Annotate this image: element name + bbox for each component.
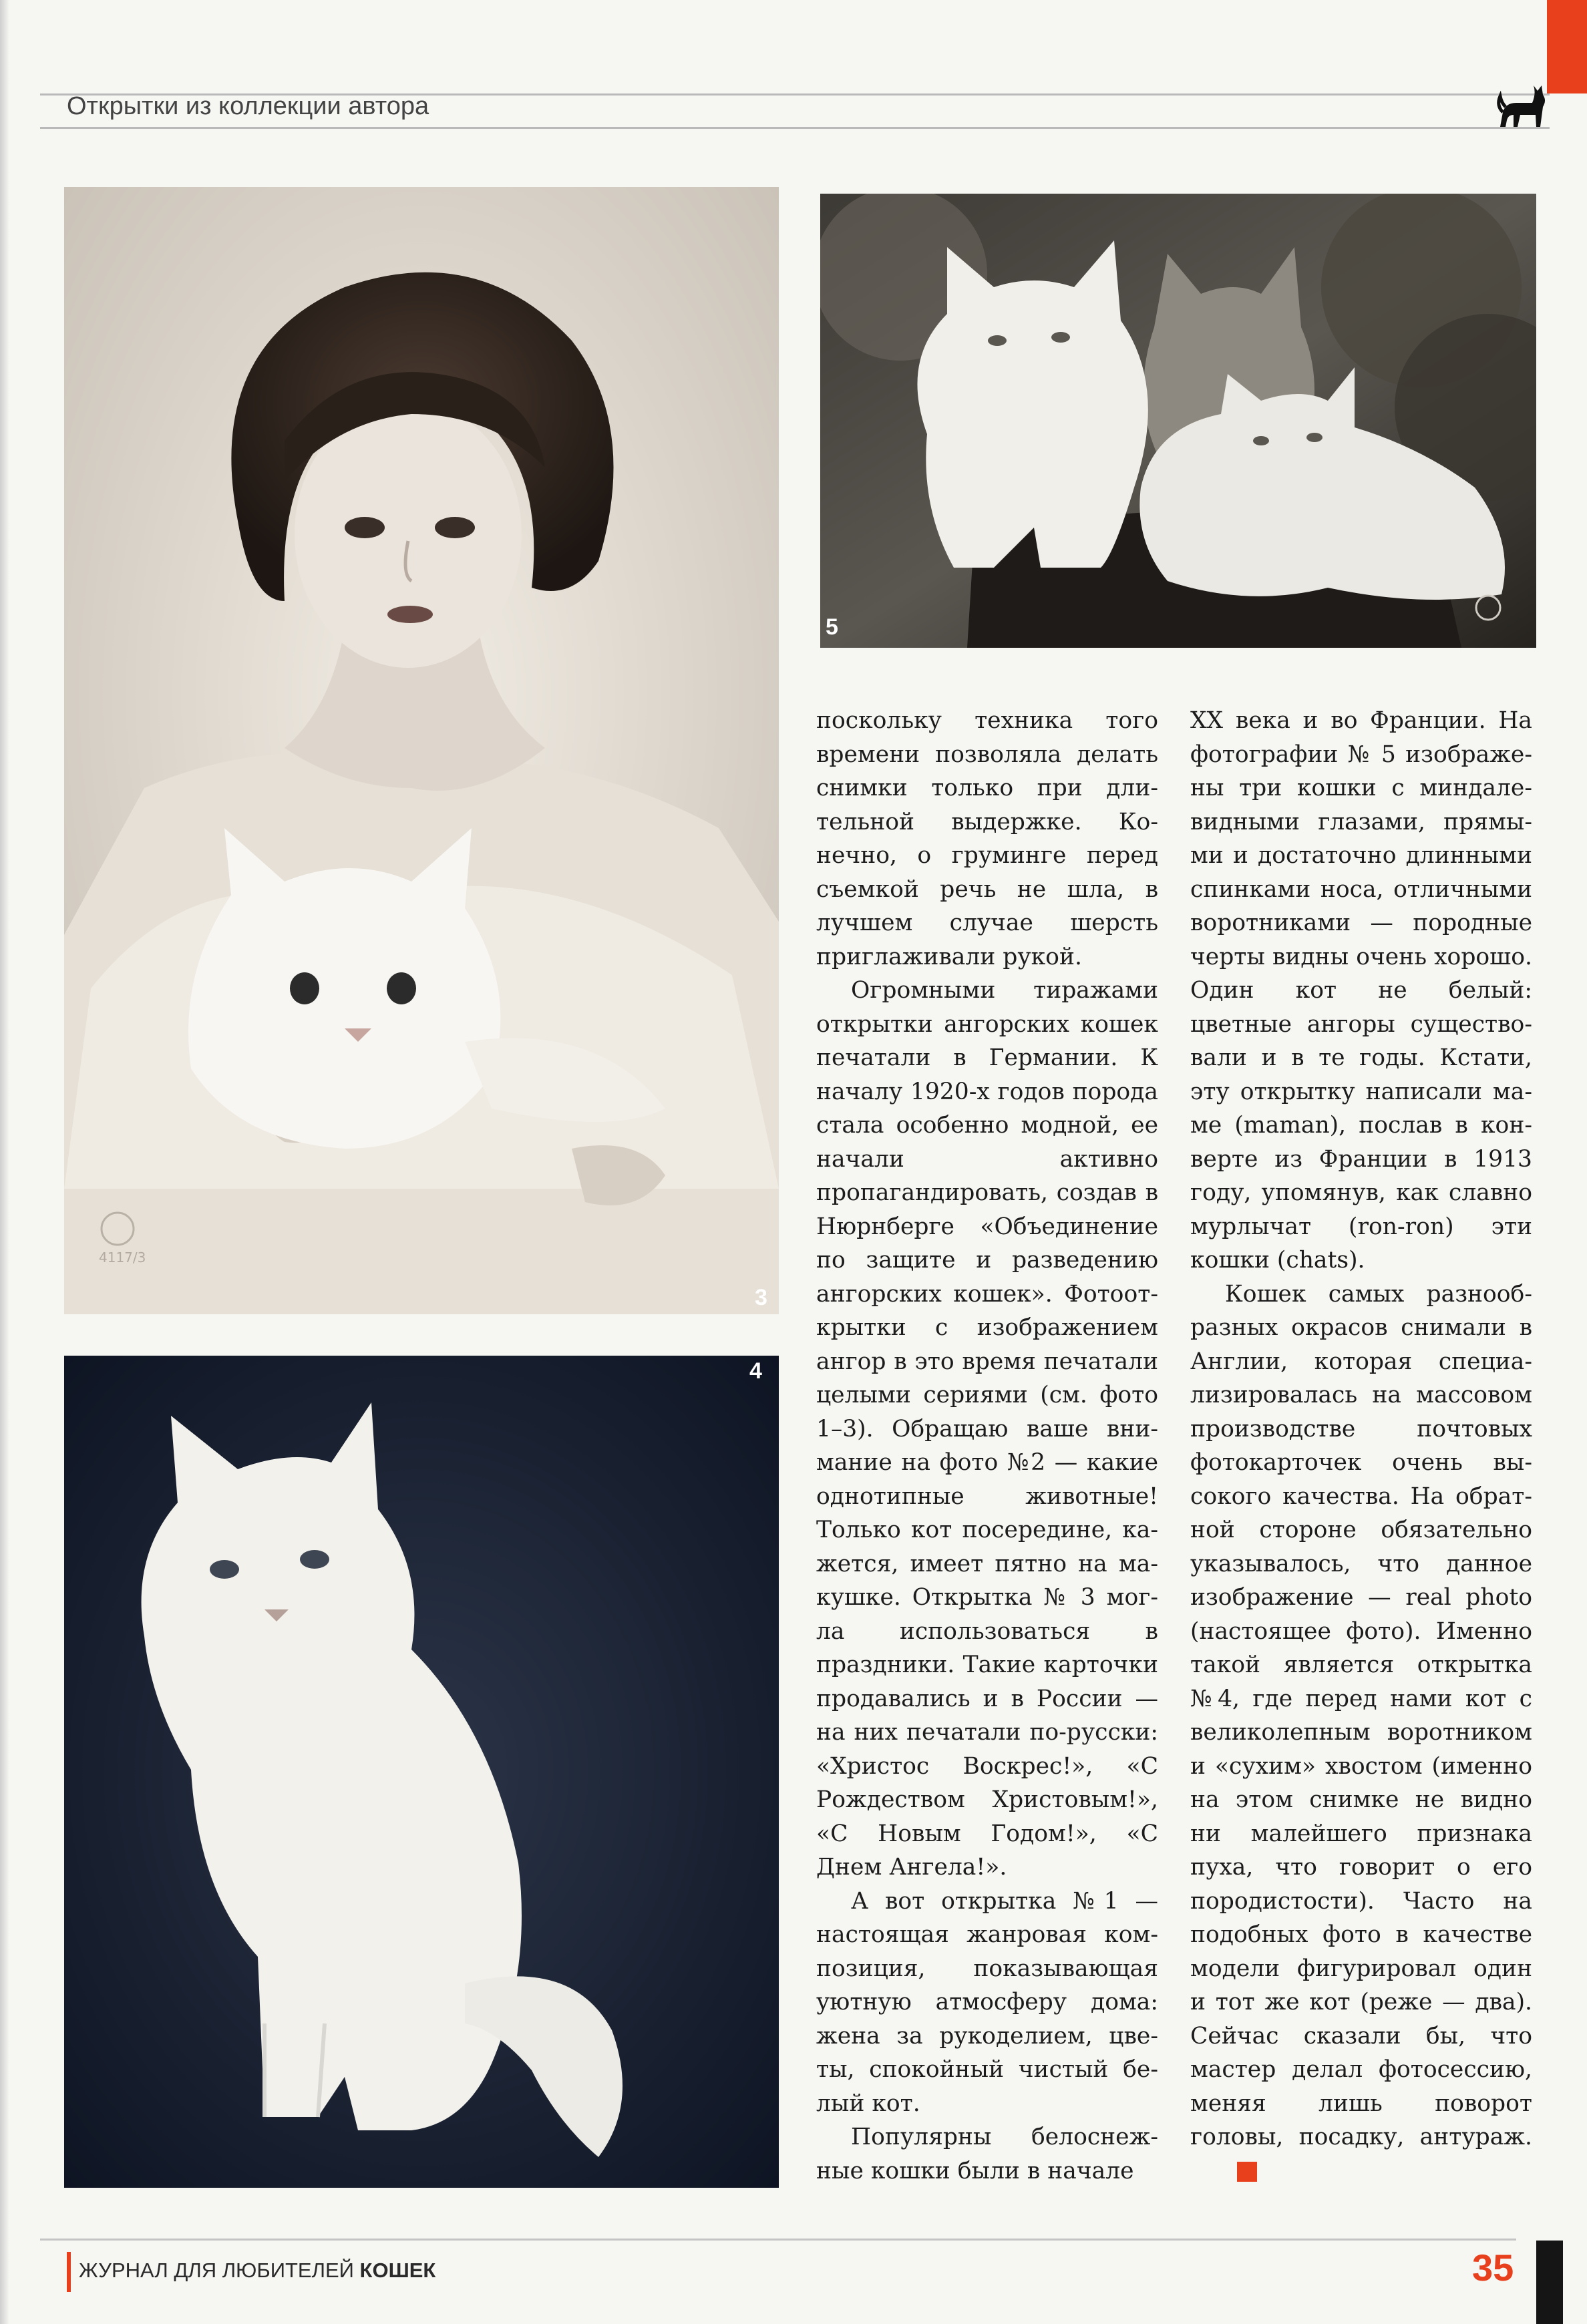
end-of-article-square [1237, 2162, 1257, 2182]
magazine-name-bold: КОШЕК [359, 2259, 436, 2282]
paragraph [1190, 1278, 1532, 2188]
paragraph: Популярны белоснежные кошки были в начале [816, 2124, 1158, 2184]
paragraph: Огромными тиражами открытки ангорских кошек печатали в Германии. К началу 1920-х годов порода стала особенно модной, ее начали активно пропагандировать, создав в Нюрнберге «Объединение по защите и разведению ангорских кошек». Фотооткрытки с изображением ангор в это время печатали целыми сериями (см. фото 1–3). Обращаю ваше внимание на фото №2 — какие однотипные животные! Только кот посередине, кажется, имеет пятно на макушке. Открытка № 3 могла использоваться в праздники. Такие карточки продавались и в России — на них печатали по-русски: «Христос Воскрес!», «С Рождеством Христовым!», «С Новым Годом!», «С Днем Ангела!». [816, 977, 1158, 1881]
paragraph: А вот открытка №1 — настоящая жанровая композиция, показывающая уютную атмосферу дома: жена за рукоделием, цветы, спокойный чистый белый кот. [816, 1887, 1158, 2117]
cat-silhouette-icon [1493, 73, 1554, 134]
header-rule-bottom [40, 127, 1550, 129]
photo-number-4: 4 [749, 1358, 762, 1384]
photo-girl-with-cat [64, 187, 779, 1314]
magazine-name [79, 2259, 435, 2283]
page-number: 35 [1472, 2247, 1514, 2289]
text-column-right [1190, 704, 1532, 2160]
photo-number-5: 5 [826, 614, 838, 640]
text-column-middle [816, 704, 1158, 2184]
footer-rule [40, 2239, 1516, 2241]
section-title: Открытки из коллекции автора [67, 92, 429, 120]
paragraph: поскольку техника того времени позволяла делать снимки только при длительной выдержке. Конечно, о груминге перед съемкой речь не шла, в лучшем случае шерсть приглаживали рукой. [816, 707, 1158, 970]
photo-three-cats [820, 194, 1536, 648]
photo-stamp: 4117/3 [99, 1249, 146, 1266]
page-binding-shadow [0, 0, 9, 2324]
photo-white-cat [64, 1356, 779, 2188]
paragraph-text: Кошек самых разнообразных окрасов снимали в Англии, которая специализировалась на массовом производстве почтовых фотокарточек очень высокого качества. На обратной стороне обязательно указывалось, что данное изображение — real photo (настоящее фото). Именно такой является открытка №4, где перед нами кот с великолепным воротником и «сухим» хвостом (именно на этом снимке не видно ни малейшего признака пуха, что говорит о его породистости). Часто на подобных фото в качестве модели фигурировал один и тот же кот (реже — два). Сейчас сказали бы, что мастер делал фотосессию, меняя лишь поворот головы, посадку, антураж. [1190, 1280, 1532, 2150]
photo-number-3: 3 [755, 1285, 767, 1310]
magazine-name-prefix: ЖУРНАЛ ДЛЯ ЛЮБИТЕЛЕЙ [79, 2259, 354, 2282]
footer-accent-bar [67, 2252, 71, 2292]
page-edge-mark [1536, 2241, 1563, 2324]
paragraph: XX века и во Франции. На фотографии № 5 изображены три кошки с миндалевидными глазами, прямыми и достаточно длинными спинками носа, отличными воротниками — породные черты видны очень хорошо. Один кот не белый: цветные ангоры существовали и в те годы. Кстати, эту открытку написали маме (maman), послав в конверте из Франции в 1913 году, упомянув, как славно мурлычат (ron-ron) эти кошки (chats). [1190, 707, 1532, 1274]
